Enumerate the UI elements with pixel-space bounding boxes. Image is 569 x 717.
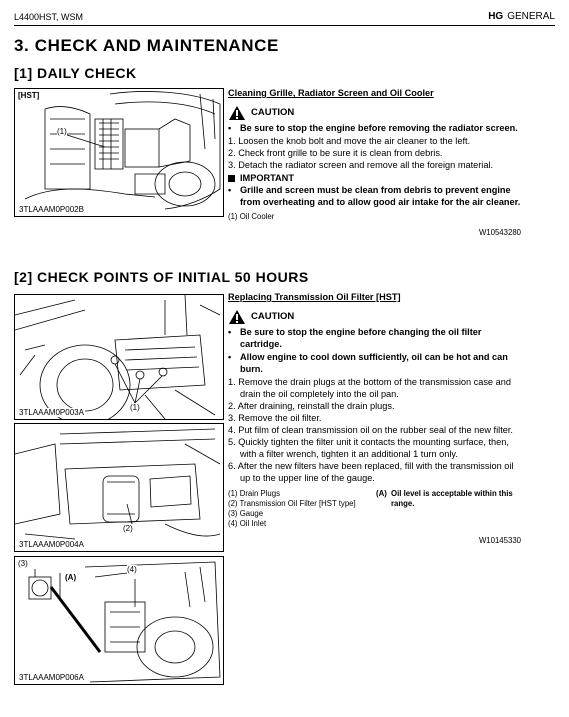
- subheading-replacing-filter: Replacing Transmission Oil Filter [HST]: [228, 292, 401, 302]
- callout-1: (1): [57, 127, 67, 136]
- oil-filter-illustration: [15, 424, 223, 551]
- reference-code: W10543280: [478, 228, 521, 237]
- legend-text: Oil level is acceptable within this range.: [391, 489, 513, 508]
- callout-a: (A): [65, 573, 77, 582]
- important-label: IMPORTANT: [240, 173, 294, 183]
- drain-plugs-illustration: [15, 295, 223, 419]
- legend-item: (2) Transmission Oil Filter [HST type]: [228, 499, 356, 508]
- figure-code: 3TLAAAM0P006A: [19, 673, 84, 682]
- gauge-illustration: [15, 557, 223, 684]
- step: 3. Detach the radiator screen and remove all the foreign material.: [228, 160, 494, 170]
- figure-code: 3TLAAAM0P002B: [19, 205, 84, 214]
- step: 1. Remove the drain plugs at the bottom of the transmission case and drain the oil completely into the oil pan.: [228, 377, 511, 399]
- legend-item: (4) Oil Inlet: [228, 519, 267, 528]
- legend-item: (1) Drain Plugs: [228, 489, 280, 498]
- legend: [228, 489, 521, 529]
- initial-50-hours-text: [228, 291, 521, 547]
- gauge-figure: [14, 556, 224, 685]
- drain-plugs-figure: [14, 294, 224, 420]
- figure-tag-hst: [HST]: [18, 91, 40, 100]
- chapter-title: 3. CHECK AND MAINTENANCE: [14, 36, 280, 55]
- caution-label: CAUTION: [251, 311, 295, 322]
- section2-title: [2] CHECK POINTS OF INITIAL 50 HOURS: [14, 269, 309, 285]
- reference-code: W10145330: [478, 536, 521, 545]
- header-model: L4400HST, WSM: [14, 12, 84, 22]
- square-bullet-icon: [228, 175, 235, 182]
- caution-item: • Be sure to stop the engine before removing the radiator screen.: [228, 122, 521, 134]
- warning-triangle-icon: [228, 105, 246, 121]
- header-section-name: GENERAL: [507, 11, 555, 22]
- step: 2. Check front grille to be sure it is clean from debris.: [228, 148, 443, 158]
- legend-item: (3) Gauge: [228, 509, 264, 518]
- header-rule: [14, 25, 555, 26]
- step: 5. Quickly tighten the filter unit it contacts the mounting surface, then, with a filter wrench, tighten it an additional 1 turn only.: [228, 437, 509, 459]
- callout-2: (2): [123, 524, 133, 533]
- daily-check-figure: [14, 88, 224, 217]
- legend-left: [228, 489, 376, 529]
- figure-code: 3TLAAAM0P003A: [19, 408, 84, 417]
- warning-triangle-icon: [228, 309, 246, 325]
- oil-filter-figure: [14, 423, 224, 552]
- callout-4: (4): [127, 565, 137, 574]
- caution-item: • Allow engine to cool down sufficiently, oil can be hot and can burn.: [228, 351, 521, 375]
- section1-title: [1] DAILY CHECK: [14, 65, 137, 81]
- figure-code: 3TLAAAM0P004A: [19, 540, 84, 549]
- callout-1: (1): [130, 403, 140, 412]
- step: 4. Put film of clean transmission oil on the rubber seal of the new filter.: [228, 425, 513, 435]
- caution-label: CAUTION: [251, 107, 295, 118]
- subheading-cleaning: Cleaning Grille, Radiator Screen and Oil Cooler: [228, 88, 434, 98]
- important-block: [228, 172, 521, 184]
- legend-key: (A): [376, 489, 387, 498]
- legend-item: (1) Oil Cooler: [228, 212, 275, 221]
- step: 2. After draining, reinstall the drain plugs.: [228, 401, 395, 411]
- daily-check-text: [228, 87, 521, 239]
- daily-check-illustration: [15, 89, 223, 216]
- important-item: • Grille and screen must be clean from debris to prevent engine from overheating and to allow good air intake for the air cleaner.: [228, 184, 521, 208]
- step: 1. Loosen the knob bolt and move the air cleaner to the left.: [228, 136, 471, 146]
- caution-item: • Be sure to stop the engine before changing the oil filter cartridge.: [228, 326, 521, 350]
- caution-block: [228, 105, 521, 121]
- step: 6. After the new filters have been replaced, fill with the transmission oil up to the upper line of the gauge.: [228, 461, 514, 483]
- callout-3: (3): [18, 559, 28, 568]
- legend-right: [376, 489, 521, 529]
- header-section-code: HG: [488, 11, 504, 22]
- step: 3. Remove the oil filter.: [228, 413, 322, 423]
- header-section: [488, 11, 555, 22]
- caution-block: [228, 309, 521, 325]
